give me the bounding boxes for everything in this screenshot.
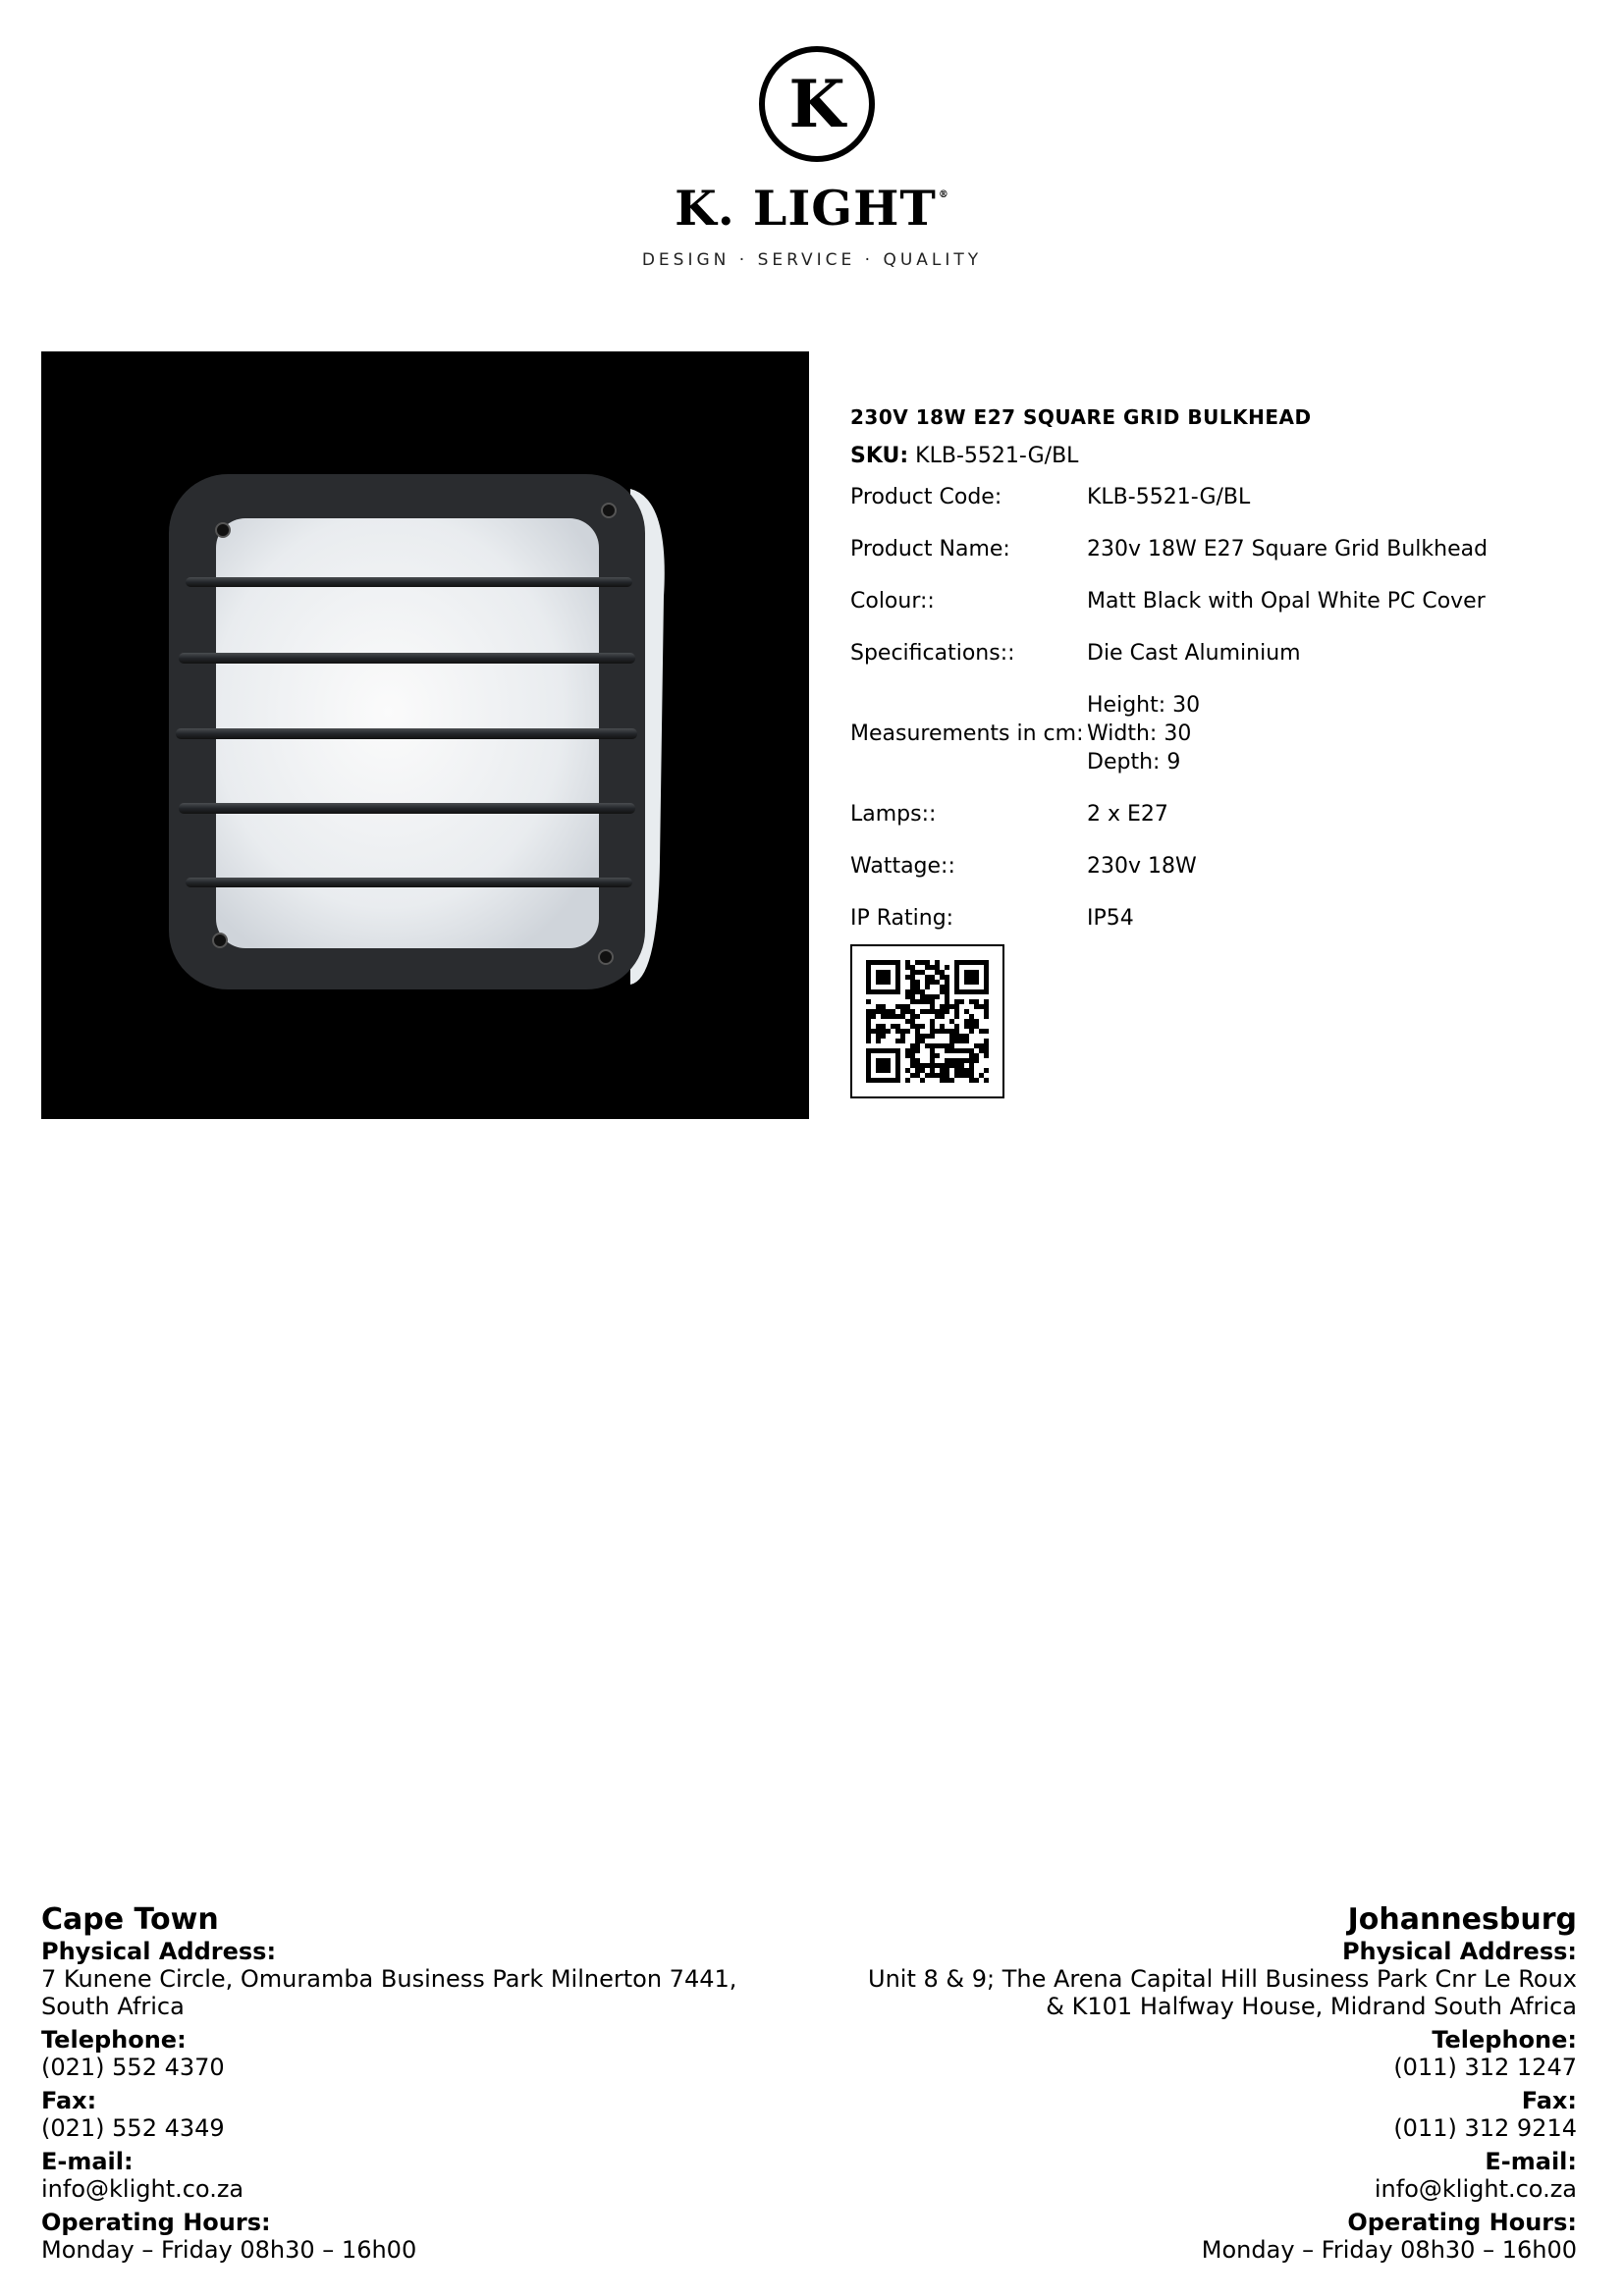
email-label: E-mail: bbox=[41, 2148, 134, 2175]
spec-row-product-name bbox=[850, 535, 1577, 563]
measurement-height: Height: 30 bbox=[1087, 693, 1201, 718]
trademark-symbol: ® bbox=[938, 189, 949, 200]
email-value[interactable]: info@klight.co.za bbox=[1374, 2175, 1577, 2203]
spec-row-product-code bbox=[850, 483, 1577, 511]
bulkhead-illustration bbox=[41, 351, 809, 1119]
office-city: Cape Town bbox=[41, 1902, 219, 1937]
k-light-logo-icon bbox=[757, 44, 877, 164]
spec-row-ip-rating bbox=[850, 904, 1577, 933]
hours-value: Monday – Friday 08h30 – 16h00 bbox=[1201, 2236, 1577, 2264]
address-label: Physical Address: bbox=[1341, 1938, 1577, 1965]
spec-label: Colour:: bbox=[850, 589, 935, 614]
sku-label: SKU: bbox=[850, 444, 909, 468]
office-johannesburg bbox=[811, 1902, 1577, 2264]
spec-row-specifications bbox=[850, 639, 1577, 667]
hours-label: Operating Hours: bbox=[41, 2209, 271, 2236]
address-line-2: & K101 Halfway House, Midrand South Africa bbox=[1046, 1993, 1577, 2020]
spec-label: IP Rating: bbox=[850, 906, 954, 931]
sku-value: KLB-5521-G/BL bbox=[915, 444, 1079, 468]
spec-value: 230v 18W E27 Square Grid Bulkhead bbox=[1087, 537, 1489, 561]
spec-value: KLB-5521-G/BL bbox=[1087, 485, 1251, 509]
spec-label: Product Name: bbox=[850, 537, 1010, 561]
address-line-1: 7 Kunene Circle, Omuramba Business Park Milnerton 7441, bbox=[41, 1965, 737, 1993]
spec-label: Product Code: bbox=[850, 485, 1002, 509]
telephone-label: Telephone: bbox=[1432, 2026, 1577, 2054]
hours-value: Monday – Friday 08h30 – 16h00 bbox=[41, 2236, 417, 2264]
spec-label: Lamps:: bbox=[850, 802, 937, 827]
spec-value: 2 x E27 bbox=[1087, 802, 1168, 827]
product-image bbox=[41, 351, 809, 1119]
telephone-value[interactable]: (011) 312 1247 bbox=[1393, 2054, 1577, 2081]
email-label: E-mail: bbox=[1485, 2148, 1577, 2175]
fax-label: Fax: bbox=[1521, 2087, 1577, 2114]
spec-label: Measurements in cm: bbox=[850, 721, 1084, 746]
spec-value bbox=[1087, 691, 1577, 776]
email-value[interactable]: info@klight.co.za bbox=[41, 2175, 244, 2203]
spec-label: Specifications:: bbox=[850, 641, 1015, 666]
spec-value: Matt Black with Opal White PC Cover bbox=[1087, 589, 1486, 614]
brand-name-text: K. LIGHT bbox=[675, 180, 937, 237]
spec-row-lamps bbox=[850, 800, 1577, 828]
measurement-depth: Depth: 9 bbox=[1087, 750, 1181, 774]
spec-label: Wattage:: bbox=[850, 854, 955, 879]
spec-table bbox=[850, 483, 1577, 956]
brand-tagline: DESIGN · SERVICE · QUALITY bbox=[641, 250, 983, 270]
qr-code[interactable] bbox=[850, 944, 1004, 1098]
fax-value: (011) 312 9214 bbox=[1393, 2114, 1577, 2142]
office-city: Johannesburg bbox=[1347, 1902, 1577, 1937]
spec-value: 230v 18W bbox=[1087, 854, 1197, 879]
spec-row-measurements bbox=[850, 691, 1577, 776]
address-line-2: South Africa bbox=[41, 1993, 185, 2020]
product-sku bbox=[850, 444, 1078, 468]
logo-letter: K bbox=[788, 66, 845, 142]
office-cape-town bbox=[41, 1902, 787, 2264]
fax-value: (021) 552 4349 bbox=[41, 2114, 225, 2142]
hours-label: Operating Hours: bbox=[1347, 2209, 1577, 2236]
spec-row-colour bbox=[850, 587, 1577, 615]
fax-label: Fax: bbox=[41, 2087, 97, 2114]
address-label: Physical Address: bbox=[41, 1938, 277, 1965]
spec-value: Die Cast Aluminium bbox=[1087, 641, 1301, 666]
telephone-label: Telephone: bbox=[41, 2026, 187, 2054]
spec-value: IP54 bbox=[1087, 906, 1134, 931]
brand-name bbox=[0, 180, 1624, 237]
telephone-value[interactable]: (021) 552 4370 bbox=[41, 2054, 225, 2081]
measurement-width: Width: 30 bbox=[1087, 721, 1192, 746]
address-line-1: Unit 8 & 9; The Arena Capital Hill Business Park Cnr Le Roux bbox=[868, 1965, 1577, 1993]
spec-row-wattage bbox=[850, 852, 1577, 881]
qr-code-icon bbox=[852, 946, 1002, 1096]
product-title: 230V 18W E27 SQUARE GRID BULKHEAD bbox=[850, 405, 1312, 429]
